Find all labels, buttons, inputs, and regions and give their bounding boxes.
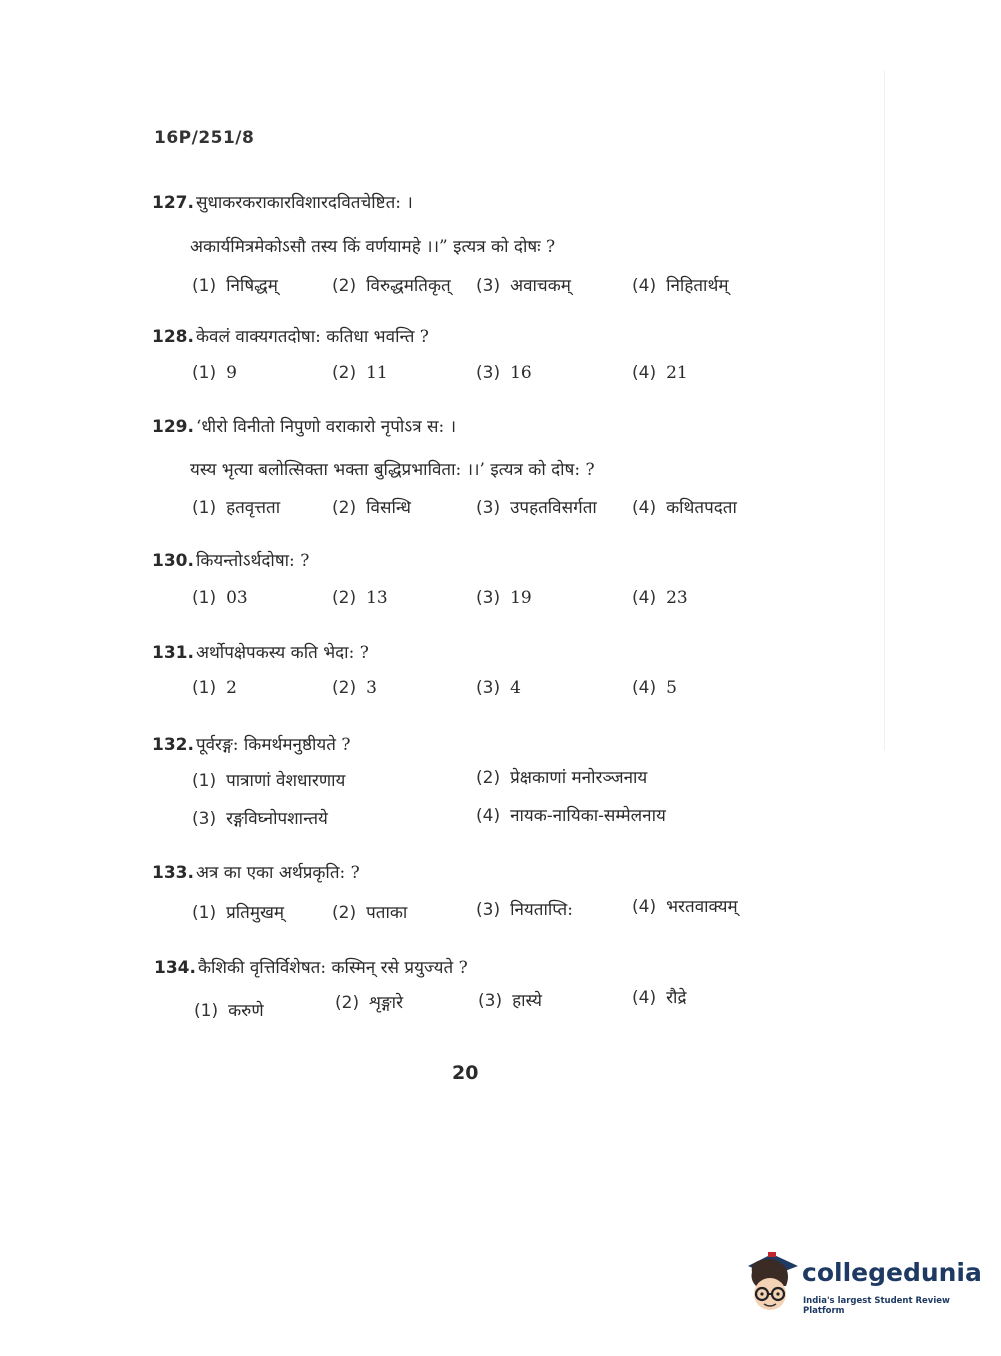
question-continuation: अकार्यमित्रमेकोऽसौ तस्य किं वर्णयामहे ।।” इत्यत्र को दोषः ? [190, 237, 556, 257]
option-3: (3) 16 [476, 363, 532, 383]
brand-tagline: India's largest Student Review Platform [803, 1296, 950, 1316]
question-stem [152, 732, 350, 755]
option-1: (1) 2 [192, 678, 237, 698]
question-stem [152, 640, 369, 663]
option-3: (3) उपहतविसर्गता [476, 498, 597, 518]
option-2: (2) 13 [332, 588, 388, 608]
option-3: (3) 19 [476, 588, 532, 608]
question-text: केवलं वाक्यगतदोषा: कतिधा भवन्ति ? [195, 327, 429, 347]
question-text: अत्र का एका अर्थप्रकृति: ? [195, 863, 360, 883]
question-number: 130. [152, 551, 194, 571]
paper-code: 16P/251/8 [154, 128, 255, 148]
option-3: (3) रङ्गविघ्नोपशान्तये [192, 809, 328, 829]
question-continuation: यस्य भृत्या बलोत्सिक्ता भक्ता बुद्धिप्रभाविता: ।।’ इत्यत्र को दोष: ? [190, 460, 595, 480]
collegedunia-watermark [742, 1250, 982, 1320]
option-4: (4) नायक-नायिका-सम्मेलनाय [476, 806, 666, 826]
option-1: (1) प्रतिमुखम् [192, 903, 285, 923]
scan-edge-line [884, 70, 885, 750]
question-stem [152, 324, 429, 347]
option-2: (2) प्रेक्षकाणां मनोरञ्जनाय [476, 768, 648, 788]
mascot-logo-icon [742, 1250, 800, 1316]
option-4: (4) रौद्रे [632, 988, 687, 1008]
option-1: (1) पात्राणां वेशधारणाय [192, 771, 346, 791]
option-1: (1) निषिद्धम् [192, 276, 278, 296]
option-4: (4) 5 [632, 678, 677, 698]
question-text: कैशिकी वृत्तिर्विशेषत: कस्मिन् रसे प्रयुज्यते ? [197, 958, 468, 978]
question-text: अर्थोपक्षेपकस्य कति भेदा: ? [195, 643, 369, 663]
option-2: (2) 3 [332, 678, 377, 698]
question-number: 133. [152, 863, 194, 883]
question-number: 131. [152, 643, 194, 663]
question-stem [154, 955, 468, 978]
option-1: (1) करुणे [194, 1001, 264, 1021]
page-number: 20 [452, 1062, 479, 1084]
option-2: (2) विसन्धि [332, 498, 412, 518]
option-4: (4) 23 [632, 588, 688, 608]
option-1: (1) हतवृत्तता [192, 498, 281, 518]
option-3: (3) 4 [476, 678, 521, 698]
option-2: (2) विरुद्धमतिकृत् [332, 276, 451, 296]
question-number: 134. [154, 958, 196, 978]
option-3: (3) हास्ये [478, 991, 542, 1011]
question-text: सुधाकरकराकारविशारदवितचेष्टित: । [195, 193, 413, 213]
option-2: (2) पताका [332, 903, 408, 923]
question-stem [152, 860, 360, 883]
question-stem [152, 414, 456, 437]
question-number: 129. [152, 417, 194, 437]
question-number: 127. [152, 193, 194, 213]
option-4: (4) कथितपदता [632, 498, 737, 518]
option-1: (1) 03 [192, 588, 248, 608]
question-stem [152, 190, 413, 213]
question-stem [152, 548, 309, 571]
option-1: (1) 9 [192, 363, 237, 383]
question-text: पूर्वरङ्ग: किमर्थमनुष्ठीयते ? [195, 735, 351, 755]
option-4: (4) 21 [632, 363, 688, 383]
option-3: (3) नियताप्ति: [476, 900, 573, 920]
option-4: (4) निहितार्थम् [632, 276, 729, 296]
option-2: (2) शृङ्गारे [335, 993, 404, 1013]
option-3: (3) अवाचकम् [476, 276, 571, 296]
option-2: (2) 11 [332, 363, 388, 383]
question-number: 132. [152, 735, 194, 755]
brand-name: collegedunia [802, 1258, 982, 1287]
question-text: ‘धीरो विनीतो निपुणो वराकारो नृपोऽत्र स: । [195, 417, 457, 437]
question-number: 128. [152, 327, 194, 347]
question-text: कियन्तोऽर्थदोषा: ? [195, 551, 310, 571]
option-4: (4) भरतवाक्यम् [632, 897, 738, 917]
